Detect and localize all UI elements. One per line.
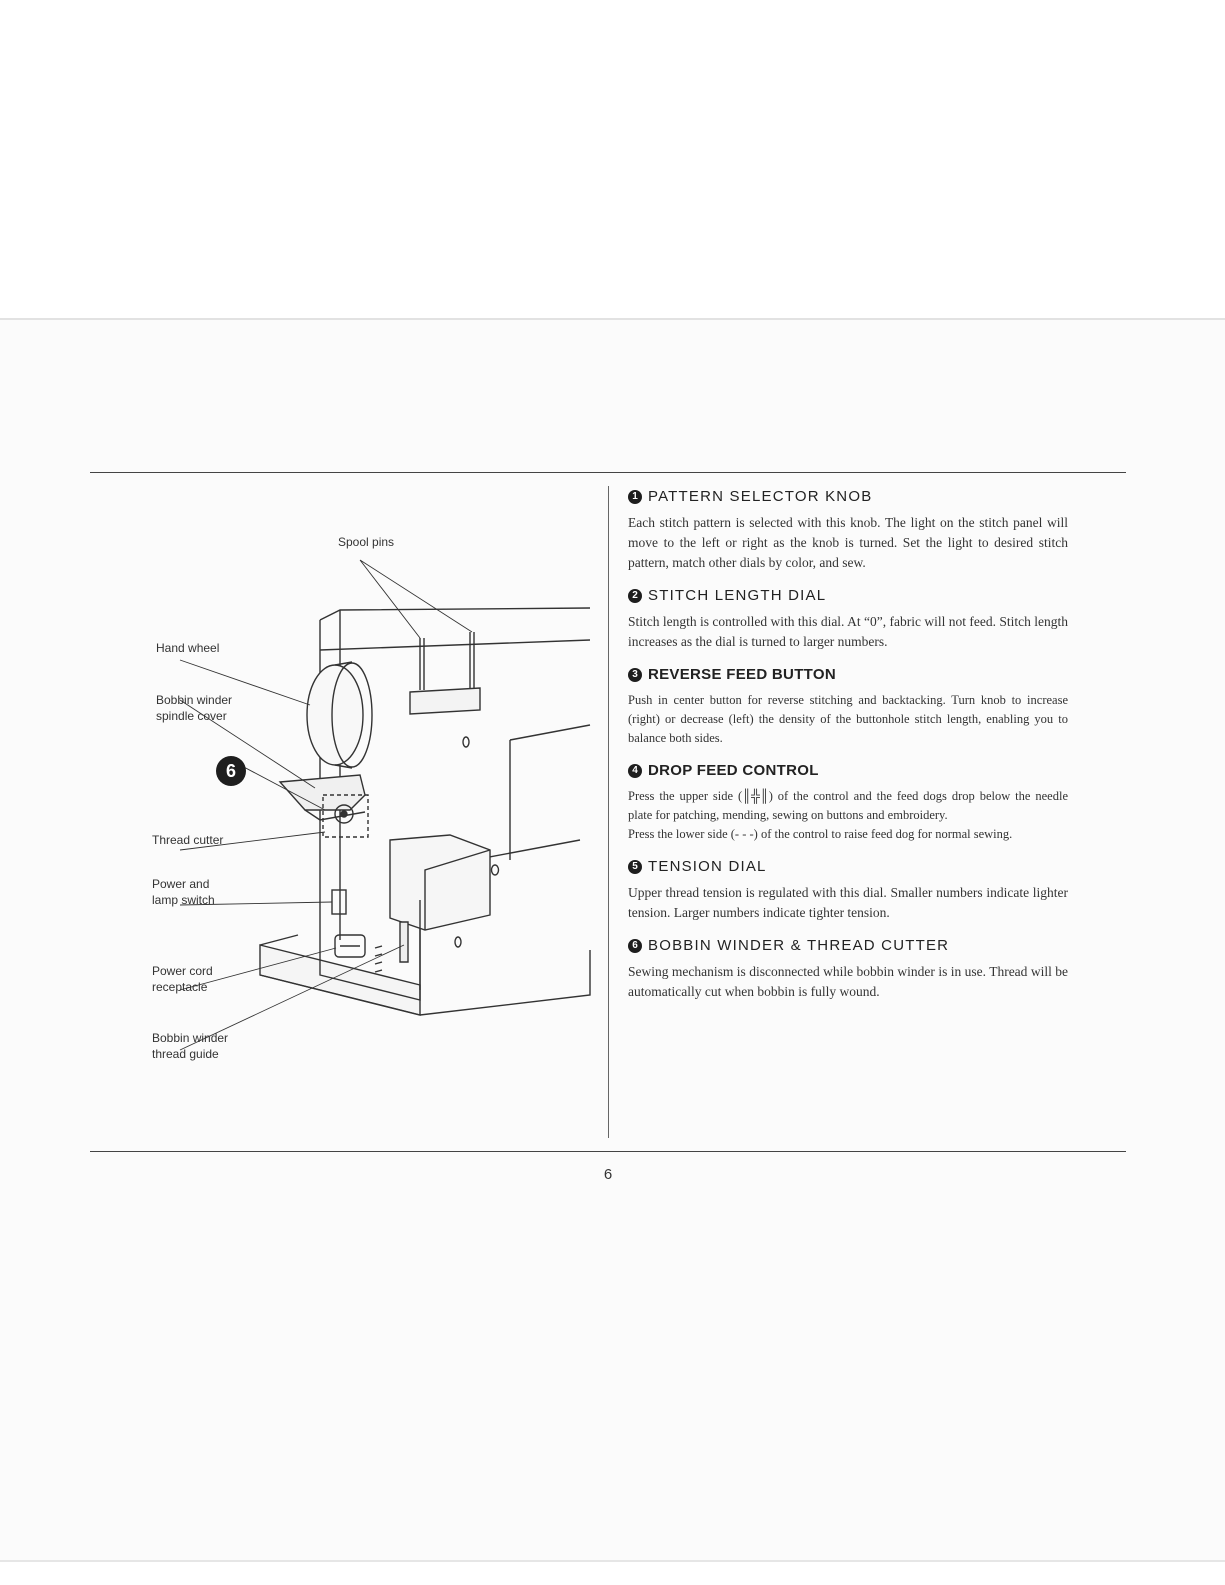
section-heading xyxy=(628,587,1068,604)
section-body: Sewing mechanism is disconnected while bobbin winder is in use. Thread will be automatically cut when bobbin is fully wound. xyxy=(628,964,1068,999)
section-heading xyxy=(628,858,1068,875)
number-badge: 6 xyxy=(628,939,642,953)
callout-bobbin-winder-thread-guide: Bobbin winder thread guide xyxy=(152,1031,229,1061)
callout-thread-cutter: Thread cutter xyxy=(152,833,224,847)
sewing-machine-figure xyxy=(120,520,600,1130)
section-heading xyxy=(628,666,1068,683)
section-title: DROP FEED CONTROL xyxy=(648,762,819,779)
number-badge: 2 xyxy=(628,589,642,603)
instructions-column xyxy=(628,488,1068,1016)
section-heading xyxy=(628,762,1068,779)
callout-hand-wheel: Hand wheel xyxy=(156,641,220,655)
section-body: Stitch length is controlled with this dial. At “0”, fabric will not feed. Stitch length increases as the dial is turned to larger numbers. xyxy=(628,614,1068,649)
number-badge: 5 xyxy=(628,860,642,874)
section-body: Push in center button for reverse stitching and backtacking. Turn knob to increase (right) or decrease (left) the density of the buttonhole stitch length, enabling you to balance both sides. xyxy=(628,693,1068,745)
section-bobbin-winder-thread-cutter xyxy=(628,937,1068,1002)
section-heading xyxy=(628,488,1068,505)
section-title: STITCH LENGTH DIAL xyxy=(648,587,827,604)
section-title: REVERSE FEED BUTTON xyxy=(648,666,836,683)
section-pattern-selector xyxy=(628,488,1068,573)
callout-spool-pins: Spool pins xyxy=(338,535,395,549)
section-heading xyxy=(628,937,1068,954)
section-title: TENSION DIAL xyxy=(648,858,767,875)
section-stitch-length xyxy=(628,587,1068,652)
callout-power-lamp-switch: Power and lamp switch xyxy=(152,877,215,907)
number-badge: 4 xyxy=(628,764,642,778)
section-drop-feed xyxy=(628,762,1068,844)
callout-bobbin-winder-spindle-cover: Bobbin winder spindle cover xyxy=(156,693,233,723)
section-body: Upper thread tension is regulated with this dial. Smaller numbers indicate lighter tension. Larger numbers indicate tighter tension. xyxy=(628,885,1068,920)
number-badge: 3 xyxy=(628,668,642,682)
section-title: PATTERN SELECTOR KNOB xyxy=(648,488,873,505)
marker-6-badge: 6 xyxy=(216,756,246,786)
callout-power-cord-receptacle: Power cord receptacle xyxy=(152,964,213,994)
number-badge: 1 xyxy=(628,490,642,504)
page-number: 6 xyxy=(603,1166,613,1183)
section-title: BOBBIN WINDER & THREAD CUTTER xyxy=(648,937,950,954)
column-divider xyxy=(608,486,609,1138)
section-body: Press the upper side (║╬║) of the control and the feed dogs drop below the needle plate for patching, mending, sewing on buttons and embroidery. Press the lower side (- - -) of the control to raise feed dog for normal sewing. xyxy=(628,789,1068,841)
section-reverse-feed xyxy=(628,666,1068,748)
section-body: Each stitch pattern is selected with this knob. The light on the stitch panel will move to the left or right as the knob is turned. Set the light to desired stitch pattern, match other dials by color, and sew. xyxy=(628,515,1068,570)
section-tension-dial xyxy=(628,858,1068,923)
